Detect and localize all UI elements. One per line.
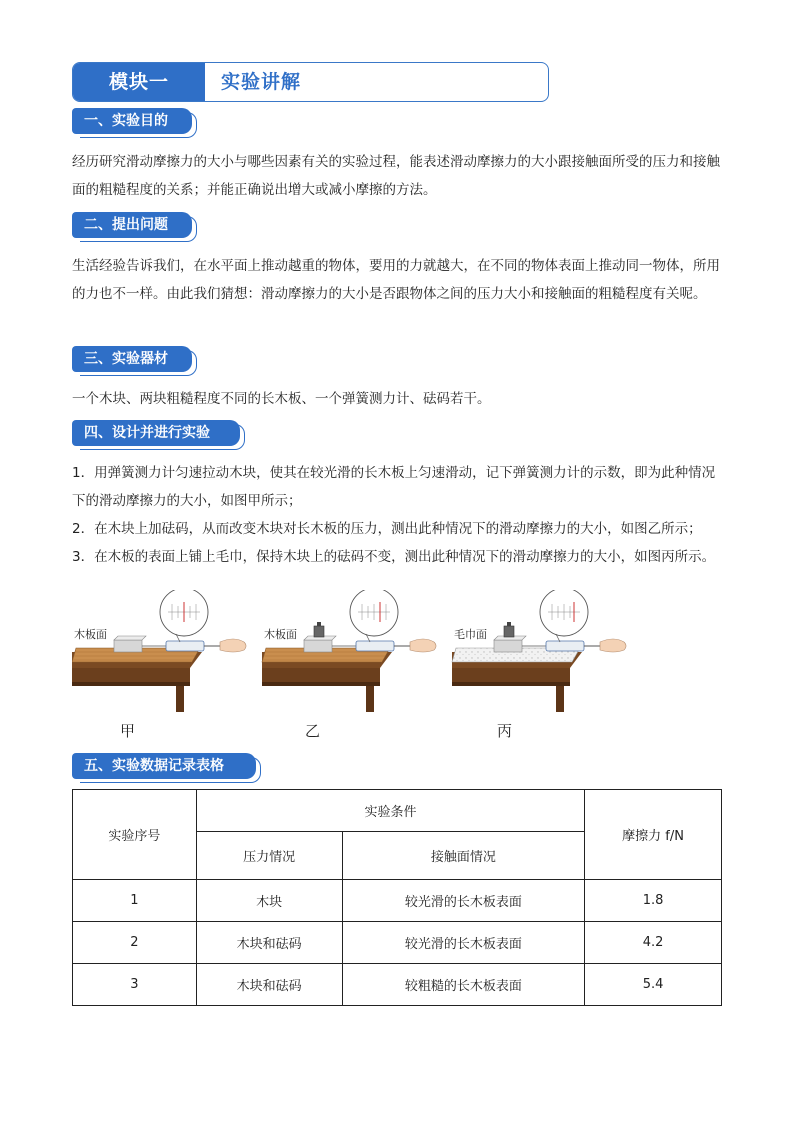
section-title: 四、设计并进行实验: [84, 425, 210, 441]
panel-yi: [262, 590, 436, 712]
module-tag: 模块一: [73, 63, 205, 101]
header-surface: 接触面情况: [342, 832, 585, 880]
table-row: 2 木块和砝码 较光滑的长木板表面 4.2: [73, 922, 722, 964]
module-header: [72, 62, 549, 102]
table-row: 1 木块 较光滑的长木板表面 1.8: [73, 880, 722, 922]
section-2-text: 生活经验告诉我们，在水平面上推动越重的物体，要用的力就越大，在不同的物体表面上推动同一物体，所用的力也不一样。由此我们猜想：滑动摩擦力的大小是否跟物体之间的压力大小和接触面的粗糙程度有关呢。: [72, 258, 720, 302]
section-3-text: 一个木块、两块粗糙程度不同的长木板、一个弹簧测力计、砝码若干。: [72, 391, 491, 407]
experiment-figure: [72, 590, 652, 740]
table-row: 3 木块和砝码 较粗糙的长木板表面 5.4: [73, 964, 722, 1006]
section-title: 五、实验数据记录表格: [84, 758, 224, 774]
step-2: 2．在木块上加砝码，从而改变木块对长木板的压力，测出此种情况下的滑动摩擦力的大小，如图乙所示；: [72, 521, 702, 537]
panel-jia: [72, 590, 246, 712]
section-header-3: [72, 346, 198, 374]
section-header-2: [72, 212, 198, 240]
data-table: [72, 789, 722, 1006]
caption-jia: 甲: [120, 722, 136, 740]
module-title: 实验讲解: [221, 71, 302, 93]
header-friction: 摩擦力 f/N: [585, 790, 722, 880]
step-1: 1．用弹簧测力计匀速拉动木块，使其在较光滑的长木板上匀速滑动，记下弹簧测力计的示数，即为此种情况下的滑动摩擦力的大小，如图甲所示；: [72, 465, 716, 509]
section-header-1: [72, 108, 198, 136]
section-title: 三、实验器材: [84, 351, 168, 367]
section-title: 一、实验目的: [84, 113, 168, 129]
surface-label: 木板面: [74, 628, 107, 641]
section-4-steps: [72, 459, 724, 571]
header-pressure: 压力情况: [196, 832, 342, 880]
header-conditions: 实验条件: [196, 790, 584, 832]
section-header-4: [72, 420, 246, 448]
surface-label: 木板面: [264, 628, 297, 641]
section-header-5: [72, 753, 262, 781]
step-3: 3．在木板的表面上铺上毛巾，保持木块上的砝码不变，测出此种情况下的滑动摩擦力的大小，如图丙所示。: [72, 549, 716, 565]
section-title: 二、提出问题: [84, 217, 168, 233]
caption-yi: 乙: [305, 722, 321, 740]
panel-bing: [452, 590, 626, 712]
surface-label: 毛巾面: [454, 628, 487, 641]
section-1-text: 经历研究滑动摩擦力的大小与哪些因素有关的实验过程，能表述滑动摩擦力的大小跟接触面所受的压力和接触面的粗糙程度的关系；并能正确说出增大或减小摩擦的方法。: [72, 154, 720, 198]
caption-bing: 丙: [497, 722, 513, 740]
header-index: 实验序号: [73, 790, 197, 880]
